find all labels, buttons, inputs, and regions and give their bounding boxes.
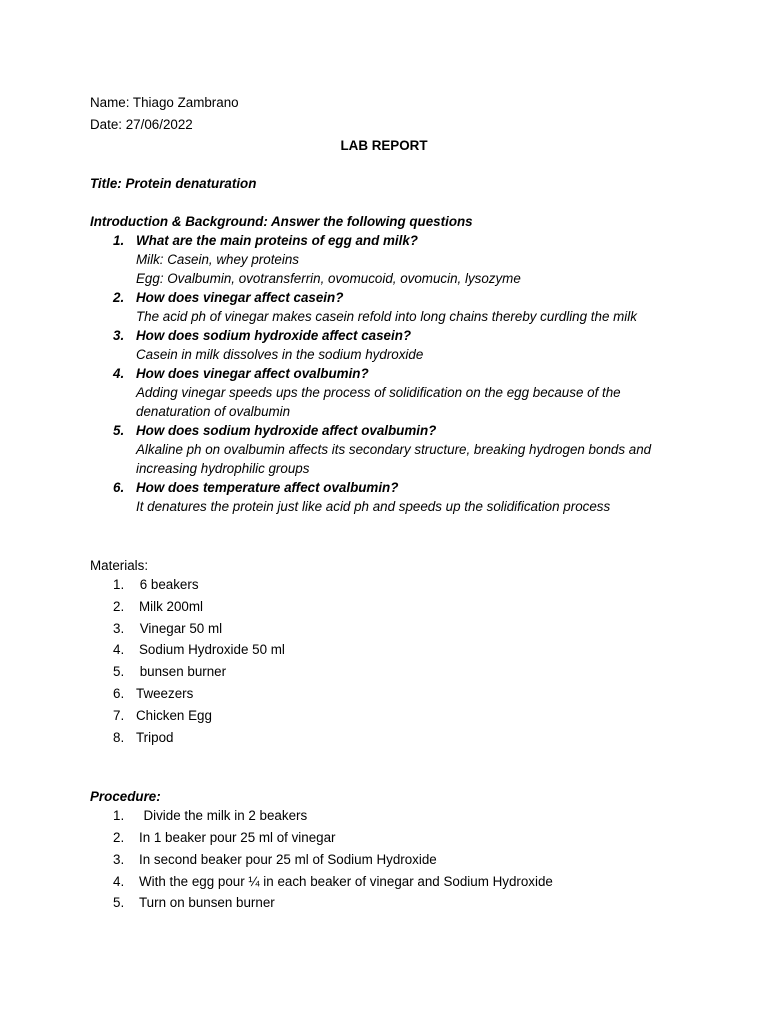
introduction-heading: Introduction & Background: Answer the following questions — [90, 214, 473, 229]
materials-item: Milk 200ml — [139, 599, 203, 614]
materials-item-number: 2. — [113, 599, 125, 614]
question-number: 3. — [113, 328, 125, 343]
procedure-step-number: 1. — [113, 808, 125, 823]
materials-item-number: 4. — [113, 642, 125, 657]
question-text: How does sodium hydroxide affect ovalbumin? — [136, 423, 437, 438]
answer-text: It denatures the protein just like acid ph and speeds up the solidification process — [136, 499, 611, 514]
materials-item-number: 6. — [113, 686, 125, 701]
materials-item-number: 1. — [113, 577, 125, 592]
materials-heading: Materials: — [90, 558, 149, 573]
materials-item-number: 8. — [113, 730, 125, 745]
question-number: 1. — [113, 233, 125, 248]
materials-item: Tweezers — [136, 686, 194, 701]
report-title: Title: Protein denaturation — [90, 176, 257, 191]
answer-text: Casein in milk dissolves in the sodium hydroxide — [136, 347, 424, 362]
materials-item-number: 7. — [113, 708, 125, 723]
student-name: Name: Thiago Zambrano — [90, 95, 239, 110]
materials-item: 6 beakers — [136, 577, 199, 592]
materials-item: Chicken Egg — [136, 708, 212, 723]
procedure-heading: Procedure: — [90, 789, 161, 804]
answer-text: denaturation of ovalbumin — [136, 404, 291, 419]
procedure-step-number: 5. — [113, 895, 125, 910]
answer-text: Adding vinegar speeds ups the process of solidification on the egg because of the — [136, 385, 621, 400]
procedure-step-number: 2. — [113, 830, 125, 845]
materials-item: Tripod — [136, 730, 174, 745]
answer-text: Egg: Ovalbumin, ovotransferrin, ovomucoid, ovomucin, lysozyme — [136, 271, 521, 286]
materials-item: bunsen burner — [136, 664, 227, 679]
answer-text: Milk: Casein, whey proteins — [136, 252, 299, 267]
materials-item: Vinegar 50 ml — [136, 621, 223, 636]
question-number: 5. — [113, 423, 125, 438]
question-number: 2. — [113, 290, 125, 305]
question-text: How does temperature affect ovalbumin? — [136, 480, 399, 495]
procedure-step: With the egg pour ¼ in each beaker of vinegar and Sodium Hydroxide — [139, 874, 553, 889]
procedure-step: Divide the milk in 2 beakers — [136, 808, 308, 823]
question-text: What are the main proteins of egg and milk? — [136, 233, 418, 248]
materials-item-number: 3. — [113, 621, 125, 636]
question-number: 6. — [113, 480, 125, 495]
question-number: 4. — [113, 366, 125, 381]
answer-text: Alkaline ph on ovalbumin affects its secondary structure, breaking hydrogen bonds and — [136, 442, 652, 457]
answer-text: increasing hydrophilic groups — [136, 461, 310, 476]
procedure-step-number: 3. — [113, 852, 125, 867]
question-text: How does vinegar affect casein? — [136, 290, 344, 305]
procedure-step: In 1 beaker pour 25 ml of vinegar — [139, 830, 336, 845]
procedure-step-number: 4. — [113, 874, 125, 889]
report-date: Date: 27/06/2022 — [90, 117, 193, 132]
procedure-step: Turn on bunsen burner — [139, 895, 275, 910]
question-text: How does vinegar affect ovalbumin? — [136, 366, 369, 381]
question-text: How does sodium hydroxide affect casein? — [136, 328, 412, 343]
materials-item: Sodium Hydroxide 50 ml — [139, 642, 285, 657]
procedure-step: In second beaker pour 25 ml of Sodium Hydroxide — [139, 852, 437, 867]
answer-text: The acid ph of vinegar makes casein refold into long chains thereby curdling the milk — [136, 309, 637, 324]
report-heading: LAB REPORT — [340, 138, 428, 153]
materials-item-number: 5. — [113, 664, 125, 679]
